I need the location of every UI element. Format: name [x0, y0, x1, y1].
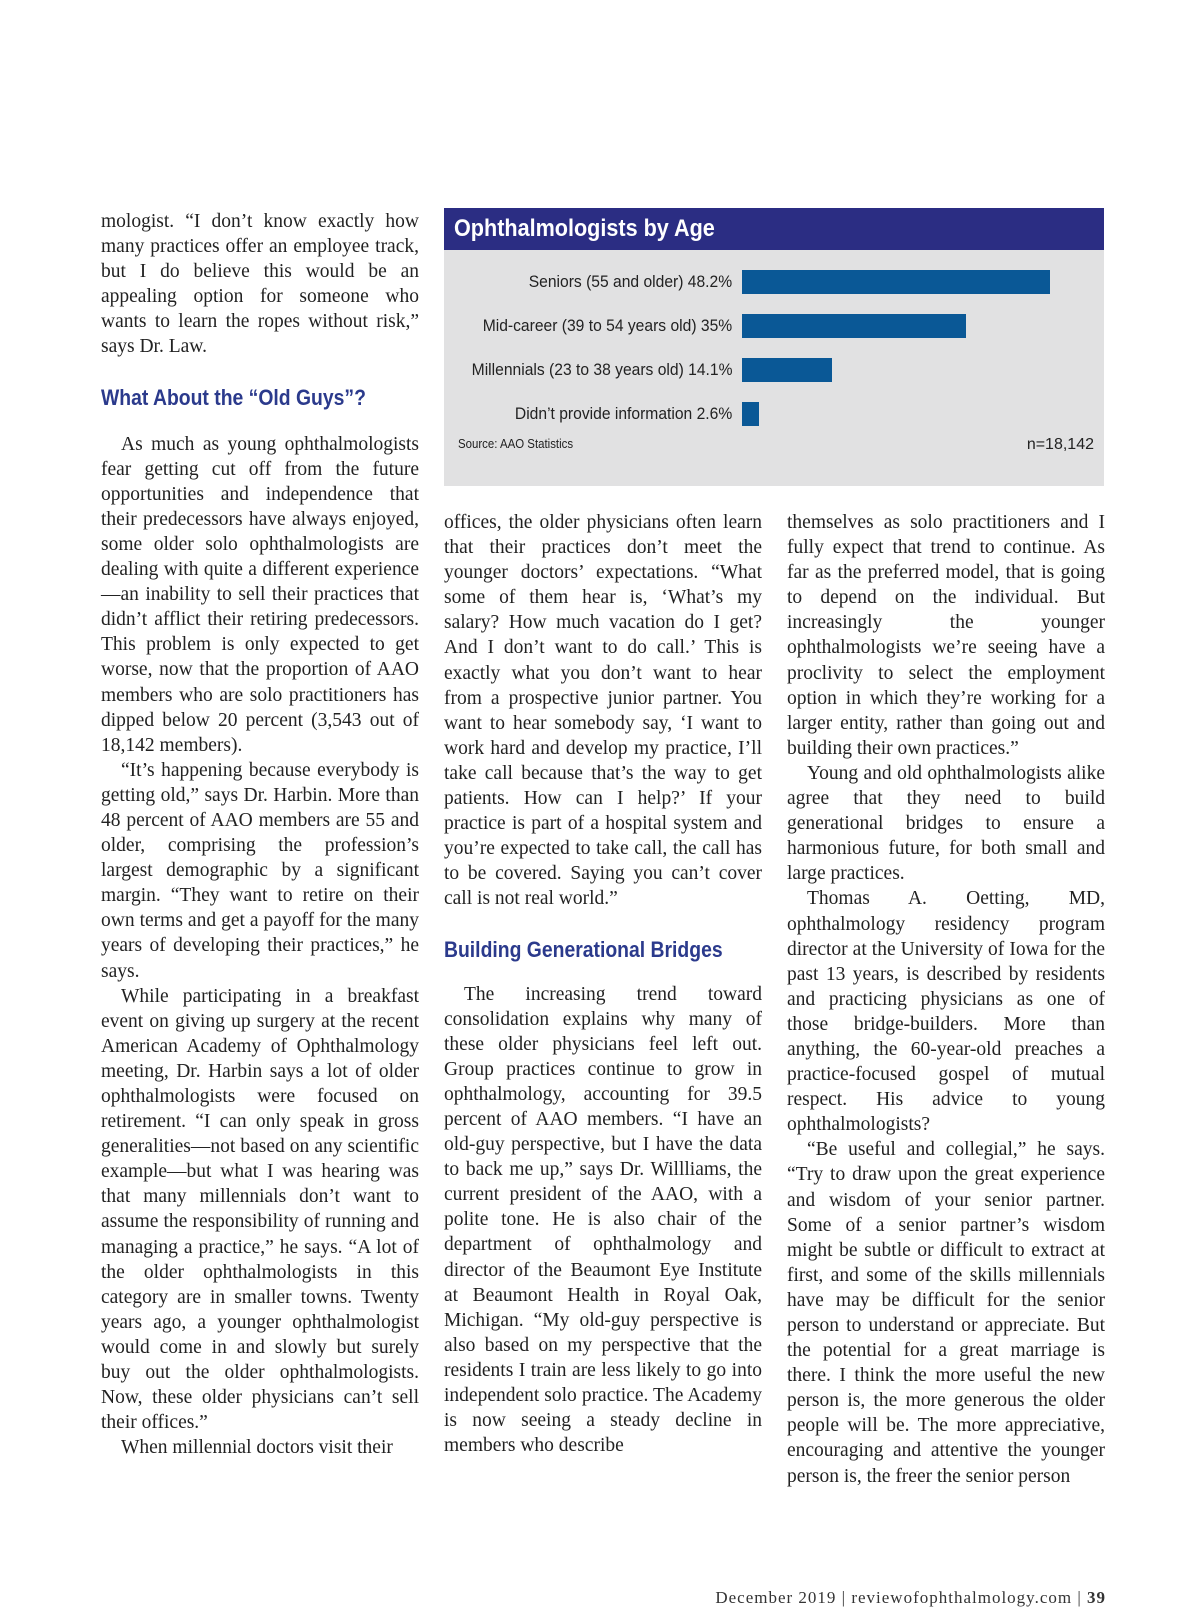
bar-label: Mid-career (39 to 54 years old) 35%: [482, 316, 732, 335]
article-column-1: [101, 209, 419, 1460]
section-heading-generational-bridges: Building Generational Bridges: [444, 936, 723, 962]
paragraph: While participating in a breakfast event on giving up surgery at the recent American Academy of Ophthalmology meeting, Dr. Harbin says a lot of older ophthalmologists were focused on retirement. “I can only speak in gross generalities—not based on any scientific example—but what I was hearing was that many millennials don’t want to assume the responsibility of running and managing a practice,” he says. “A lot of the older ophthalmologists in this category are in smaller towns. Twenty years ago, a younger ophthalmologist would come in and slowly but surely buy out the older ophthalmologists. Now, these older physicians can’t sell their offices.”: [101, 985, 419, 1434]
bar: [742, 358, 832, 382]
paragraph: “Be useful and collegial,” he says. “Try to draw upon the great experience and wisdom of your senior partner. Some of a senior partner’s wisdom might be subtle or difficult to extract at first, and some of the skills millennials have may be difficult for the senior person to understand or appreciate. But the potential for a great marriage is there. I think the more useful the new person is, the more generous the older people will be. The more appreciative, encouraging and attentive the younger person is, the freer the senior person: [787, 1139, 1105, 1487]
section-heading-old-guys: What About the “Old Guys”?: [101, 384, 366, 410]
paragraph: mologist. “I don’t know exactly how many practices offer an employee track, but I do believe this would be an appealing option for someone who wants to learn the ropes without risk,” says Dr. Law.: [101, 211, 419, 358]
bar: [742, 314, 966, 338]
paragraph: When millennial doctors visit their: [121, 1437, 393, 1459]
chart-title: Ophthalmologists by Age: [454, 215, 715, 242]
paragraph: “It’s happening because everybody is getting old,” says Dr. Harbin. More than 48 percent of AAO members are 55 and older, comprising the profession’s largest demographic by a significant margin. “They want to retire on their own terms and get a payoff for the many years of developing their practices,” he says.: [101, 759, 419, 982]
article-column-3: [787, 510, 1105, 1489]
paragraph: themselves as solo practitioners and I fully expect that trend to continue. As far as the preferred model, that is going to depend on the individual. But increasingly the younger ophthalmologists we’re seeing have a proclivity to select the employment option in which they’re working for a larger entity, rather than going out and building their own practices.”: [787, 512, 1105, 759]
page-footer: [715, 1588, 1106, 1608]
age-bar-chart: [444, 208, 1104, 486]
bar-label: Seniors (55 and older) 48.2%: [528, 272, 732, 291]
chart-body: [444, 250, 1104, 486]
chart-source: Source: AAO Statistics: [458, 436, 574, 451]
article-column-2: [444, 510, 762, 1458]
chart-sample-size: n=18,142: [1026, 436, 1094, 453]
page-number: 39: [1087, 1588, 1106, 1607]
bar: [742, 270, 1050, 294]
bar-label: Didn’t provide information 2.6%: [514, 404, 732, 423]
paragraph: Thomas A. Oetting, MD, ophthalmology residency program director at the University of Iowa for the past 13 years, is described by residents and practicing physicians as one of those bridge-builders. More than anything, the 60-year-old preaches a practice-focused gospel of mutual respect. His advice to young ophthalmologists?: [787, 888, 1105, 1136]
bar: [742, 402, 759, 426]
paragraph: offices, the older physicians often learn that their practices don’t meet the younger doctors’ expectations. “What some of them hear is, ‘What’s my salary? How much vacation do I get? And I don’t want to do call.’ This is exactly what you don’t want to hear from a prospective junior partner. You want to hear somebody say, ‘I want to work hard and develop my practice, I’ll take call because that’s the way to get patients. How can I help?’ If your practice is part of a hospital system and you’re expected to take call, the call has to be covered. Saying you can’t cover call is not real world.”: [444, 512, 762, 910]
paragraph: Young and old ophthalmologists alike agree that they need to build generational bridges to ensure a harmonious future, for both small and large practices.: [787, 762, 1105, 885]
footer-text: December 2019 | reviewofophthalmology.com |: [715, 1588, 1082, 1607]
chart-header: [444, 208, 1104, 250]
paragraph: As much as young ophthalmologists fear getting cut off from the future opportunities and independence that their predecessors have always enjoyed, some older solo ophthalmologists are dealing with quite a different experience—an inability to sell their practices that didn’t afflict their retiring predecessors. This problem is only expected to get worse, now that the proportion of AAO members who are solo practitioners has dipped below 20 percent (3,543 out of 18,142 members).: [101, 433, 419, 756]
bar-label: Millennials (23 to 38 years old) 14.1%: [471, 360, 732, 379]
paragraph: The increasing trend toward consolidation explains why many of these older physicians feel left out. Group practices continue to grow in ophthalmology, accounting for 39.5 percent of AAO members. “I have an old-guy perspective, but I have the data to back me up,” says Dr. Willliams, the current president of the AAO, with a polite tone. He is also chair of the department of ophthalmology and director of the Beaumont Eye Institute at Beaumont Health in Royal Oak, Michigan. “My old-guy perspective is also based on my perspective that the residents I train are less likely to go into independent solo practice. The Academy is now seeing a steady decline in members who describe: [444, 983, 762, 1457]
